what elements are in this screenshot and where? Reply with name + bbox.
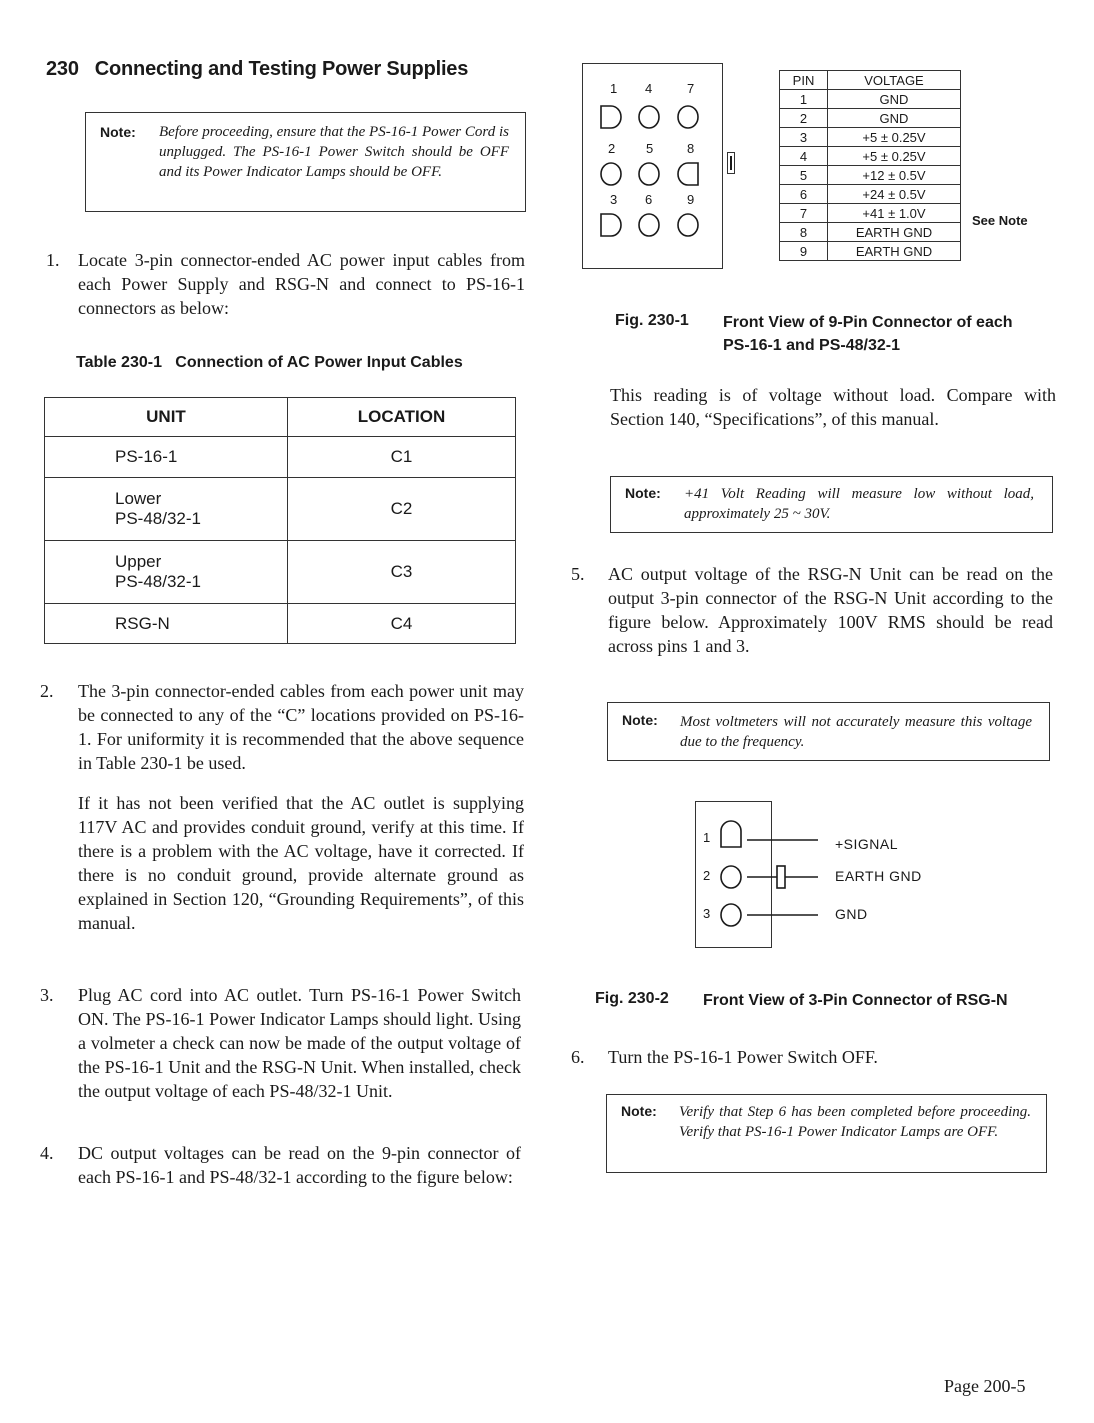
pin-5-shape <box>639 163 659 185</box>
figure-number: Fig. 230-2 <box>595 990 669 1007</box>
nine-pin-connector <box>582 63 723 269</box>
note-text: +41 Volt Reading will measure low without load, approximately 25 ~ 30V. <box>684 486 1034 522</box>
see-note-label: See Note <box>972 213 1028 228</box>
pin-number-label: 1 <box>703 830 711 845</box>
table-row <box>780 166 961 185</box>
unit-line-1: Lower <box>115 489 162 508</box>
pin-cell: 8 <box>780 223 828 242</box>
step-number: 6. <box>571 1047 585 1067</box>
table-row <box>780 147 961 166</box>
pin-number-label: 9 <box>687 192 695 207</box>
column-header-pin: PIN <box>780 71 828 90</box>
pin-1-shape <box>601 106 621 128</box>
pin-number-label: 4 <box>645 81 653 96</box>
gnd-label: GND <box>835 906 868 922</box>
table-cell-unit <box>45 541 288 604</box>
earth-gnd-label: EARTH GND <box>835 868 922 884</box>
voltage-cell: GND <box>828 109 961 128</box>
table-row <box>45 437 516 478</box>
pin-4-shape <box>639 106 659 128</box>
note-label: Note: <box>625 485 661 501</box>
table-header-row <box>780 71 961 90</box>
step-text: Plug AC cord into AC outlet. Turn PS-16-1 Power Switch ON. The PS-16-1 Power Indicator Lamps should light. Using a volmeter a check can now be made of the output voltage of the PS-16-1 Unit and the RSG-N Unit. When installed, check the output voltage of each PS-48/32-1 Unit. <box>78 985 521 1101</box>
table-cell-unit: RSG-N <box>45 604 288 644</box>
table-cell-unit <box>45 478 288 541</box>
pin-cell: 7 <box>780 204 828 223</box>
figure-caption-line-1: Front View of 9-Pin Connector of each <box>723 314 1013 331</box>
step-number: 2. <box>40 681 54 701</box>
unit-line-1: Upper <box>115 552 162 571</box>
pin-voltage-table <box>779 70 961 261</box>
pin-cell: 3 <box>780 128 828 147</box>
note-box-2 <box>610 476 1053 533</box>
key-tab <box>777 866 785 888</box>
unit-line-2: PS-48/32-1 <box>115 572 201 591</box>
note-text: Before proceeding, ensure that the PS-16-1 Power Cord is unplugged. The PS-16-1 Power Switch should be OFF and its Power Indicator Lamps should be OFF. <box>159 124 509 180</box>
table-row <box>780 128 961 147</box>
column-header-unit: UNIT <box>45 398 288 437</box>
voltage-cell: +41 ± 1.0V <box>828 204 961 223</box>
table-cell-location: C3 <box>288 541 516 604</box>
pin-7-shape <box>678 106 698 128</box>
section-number: 230 <box>46 58 79 80</box>
pin-cell: 5 <box>780 166 828 185</box>
pin-1-shape <box>721 821 741 847</box>
pin-cell: 4 <box>780 147 828 166</box>
step-text: Locate 3-pin connector-ended AC power input cables from each Power Supply and RSG-N and connect to PS-16-1 connectors as below: <box>78 250 525 318</box>
note-label: Note: <box>100 124 136 140</box>
table-row <box>780 109 961 128</box>
table-cell-location: C4 <box>288 604 516 644</box>
voltage-cell: +5 ± 0.25V <box>828 147 961 166</box>
page-title <box>46 58 468 81</box>
section-title: Connecting and Testing Power Supplies <box>94 58 469 80</box>
pin-number-label: 3 <box>703 906 711 921</box>
paragraph: This reading is of voltage without load. Compare with Section 140, “Specifications”, of this manual. <box>610 385 1056 429</box>
table-row <box>780 204 961 223</box>
unit-line-2: PS-48/32-1 <box>115 509 201 528</box>
pin-number-label: 3 <box>610 192 618 207</box>
pin-number-label: 2 <box>608 141 616 156</box>
pin-cell: 9 <box>780 242 828 261</box>
table-cell-location: C2 <box>288 478 516 541</box>
connector-key-tab <box>727 152 735 174</box>
figure-number: Fig. 230-1 <box>615 312 689 329</box>
figure-caption: Front View of 3-Pin Connector of RSG-N <box>703 992 1008 1009</box>
connection-table <box>44 397 516 644</box>
voltage-cell: +24 ± 0.5V <box>828 185 961 204</box>
table-row <box>780 223 961 242</box>
table-cell-location: C1 <box>288 437 516 478</box>
paragraph: If it has not been verified that the AC outlet is supplying 117V AC and provides conduit ground, verify at this time. If there is a problem with the AC voltage, have it corrected. If there is no conduit ground, provide alternate ground as explained in Section 120, “Grounding Requirements”, of this manual. <box>78 793 524 933</box>
voltage-cell: GND <box>828 90 961 109</box>
note-box-1 <box>85 112 526 212</box>
pin-number-label: 1 <box>610 81 618 96</box>
pin-8-shape <box>678 163 698 185</box>
table-row <box>45 541 516 604</box>
step-text: AC output voltage of the RSG-N Unit can be read on the output 3-pin connector of the RSG-N Unit according to the figure below. Approximately 100V RMS should be read across pins 1 and 3. <box>608 564 1053 656</box>
voltage-cell: EARTH GND <box>828 242 961 261</box>
note-label: Note: <box>621 1103 657 1119</box>
table-row <box>780 242 961 261</box>
table-header-row <box>45 398 516 437</box>
table-row <box>780 185 961 204</box>
step-number: 3. <box>40 985 54 1005</box>
column-header-location: LOCATION <box>288 398 516 437</box>
step-number: 5. <box>571 564 585 584</box>
signal-label: +SIGNAL <box>835 836 899 852</box>
note-text: Verify that Step 6 has been completed before proceeding. Verify that PS-16-1 Power Indicator Lamps are OFF. <box>679 1104 1031 1140</box>
table-row <box>45 478 516 541</box>
pin-3-shape <box>721 904 741 926</box>
pin-number-label: 2 <box>703 868 711 883</box>
voltage-cell: +12 ± 0.5V <box>828 166 961 185</box>
pin-number-label: 6 <box>645 192 653 207</box>
voltage-cell: EARTH GND <box>828 223 961 242</box>
table-cell-unit: PS-16-1 <box>45 437 288 478</box>
pin-2-shape <box>721 866 741 888</box>
step-number: 4. <box>40 1143 54 1163</box>
step-text: DC output voltages can be read on the 9-pin connector of each PS-16-1 and PS-48/32-1 according to the figure below: <box>78 1143 521 1187</box>
pin-9-shape <box>678 214 698 236</box>
pin-6-shape <box>639 214 659 236</box>
pin-cell: 2 <box>780 109 828 128</box>
step-text: Turn the PS-16-1 Power Switch OFF. <box>608 1047 878 1067</box>
voltage-cell: +5 ± 0.25V <box>828 128 961 147</box>
table-row <box>780 90 961 109</box>
pin-number-label: 8 <box>687 141 695 156</box>
pin-cell: 1 <box>780 90 828 109</box>
note-text: Most voltmeters will not accurately measure this voltage due to the frequency. <box>680 714 1032 750</box>
pin-3-shape <box>601 214 621 236</box>
step-number: 1. <box>46 250 60 270</box>
pin-number-label: 7 <box>687 81 695 96</box>
pin-cell: 6 <box>780 185 828 204</box>
page-number: Page 200-5 <box>944 1376 1026 1396</box>
table-row <box>45 604 516 644</box>
note-box-3 <box>607 702 1050 761</box>
table-caption: Table 230-1 Connection of AC Power Input Cables <box>76 354 463 371</box>
note-label: Note: <box>622 712 658 728</box>
nine-pin-graphic <box>583 64 724 270</box>
pin-number-label: 5 <box>646 141 654 156</box>
note-box-4 <box>606 1094 1047 1173</box>
step-text: The 3-pin connector-ended cables from each power unit may be connected to any of the “C” locations provided on PS-16-1. For uniformity it is recommended that the above sequence in Table 230-1 be used. <box>78 681 524 773</box>
figure-caption-line-2: PS-16-1 and PS-48/32-1 <box>723 337 900 354</box>
pin-2-shape <box>601 163 621 185</box>
column-header-voltage: VOLTAGE <box>828 71 961 90</box>
